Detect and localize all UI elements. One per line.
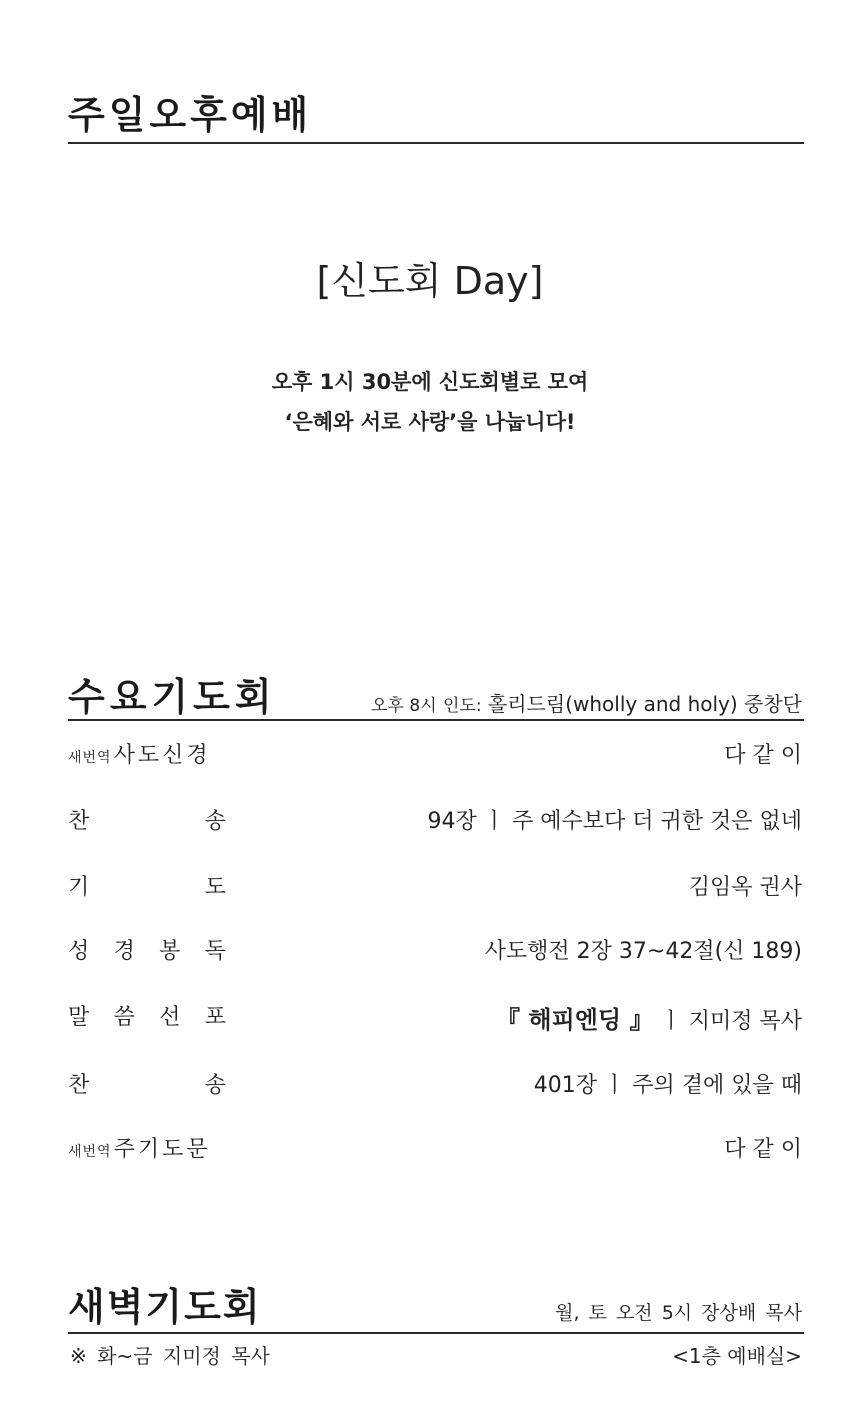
order-label: 말 씀 선 포: [68, 1005, 226, 1030]
order-label: 성 경 봉 독: [68, 939, 226, 964]
order-item-creed: [68, 738, 804, 778]
wednesday-time: 오후 8시: [371, 696, 437, 716]
dawn-schedule: 월, 토 오전 5시 장상배 목사: [555, 1302, 802, 1324]
wednesday-title-divider: [68, 719, 804, 721]
order-value: 94장 ㅣ 주 예수보다 더 귀한 것은 없네: [427, 809, 802, 834]
order-item-prayer: [68, 870, 804, 910]
order-value: 다 같 이: [724, 743, 802, 768]
order-item-sermon: [68, 1000, 804, 1040]
dawn-note: ※ 화~금 지미정 목사: [70, 1344, 270, 1368]
order-label: [68, 738, 226, 769]
event-notice-line-1: 오후 1시 30분에 신도회별로 모여: [271, 370, 589, 394]
order-label-main: 주기도문: [113, 1137, 211, 1162]
order-value: 김임옥 권사: [688, 875, 802, 900]
afternoon-service-title: 주일오후예배: [68, 93, 313, 137]
order-label: 찬 송: [68, 1073, 226, 1098]
dawn-place: <1층 예배실>: [672, 1344, 802, 1368]
dawn-title-divider: [68, 1332, 804, 1334]
event-notice-line-2: ‘은혜와 서로 사랑’을 나눕니다!: [284, 410, 576, 434]
order-value: [496, 1000, 802, 1035]
afternoon-title-divider: [68, 142, 804, 144]
order-value: 사도행전 2장 37~42절(신 189): [484, 939, 802, 964]
event-title: [신도회 Day]: [316, 259, 544, 303]
order-item-hymn-2: [68, 1068, 804, 1108]
order-label-prefix: 새번역: [68, 750, 112, 766]
wednesday-leader: 홀리드림(wholly and holy) 중창단: [487, 692, 802, 716]
sermon-preacher: ㅣ 지미정 목사: [660, 1009, 802, 1034]
order-item-hymn-1: [68, 804, 804, 844]
order-label: 찬 송: [68, 809, 226, 834]
order-label: 기 도: [68, 875, 226, 900]
sermon-title: 『 해피엔딩 』: [496, 1006, 654, 1034]
order-item-lords-prayer: [68, 1132, 804, 1172]
dawn-prayer-title: 새벽기도회: [68, 1285, 262, 1329]
order-label: [68, 1132, 226, 1163]
wednesday-leader-info: [371, 688, 802, 717]
order-item-scripture: [68, 934, 804, 974]
wednesday-leader-label: 인도:: [442, 696, 482, 716]
order-label-prefix: 새번역: [68, 1144, 112, 1160]
order-label-main: 사도신경: [113, 743, 211, 768]
wednesday-prayer-title: 수요기도회: [68, 675, 277, 719]
order-value: 401장 ㅣ 주의 곁에 있을 때: [533, 1073, 802, 1098]
order-value: 다 같 이: [724, 1137, 802, 1162]
